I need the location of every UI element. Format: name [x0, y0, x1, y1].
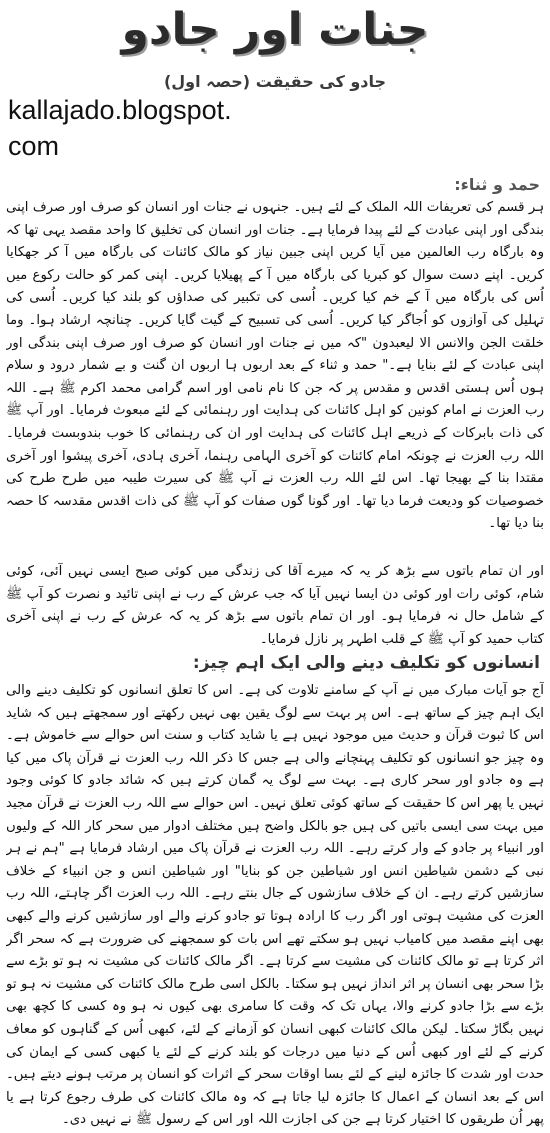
page-subtitle: جادو کی حقیقت (حصہ اول): [163, 72, 387, 91]
paragraph-intro: ہر قسم کی تعریفات اللہ الملک کے لئے ہیں۔ جنہوں نے جنات اور انسان کو صرف اور صرف اپنی بندگی اور اپنی عبادت کے لئے پیدا فرمایا ہے۔ جنات اور انسان کی تخلیق کا واحد مقصد یہی تھا کہ وہ بارگاہ رب العالمین میں آیا کریں اپنی جبین نیاز کو مالک کائنات کی بارگاہ میں آ کر جھکایا کریں۔ اپنے دست سوال کو کبریا کی بارگاہ میں آ کے پھیلایا کریں۔ اپنی کمر کو حالت رکوع میں اُس کی بارگاہ میں آ کے خم کیا کریں۔ اُسی کی تکبیر کی صداؤں کو بلند کیا کریں۔ اُسی کی تہلیل کی آوازوں کو اُجاگر کیا کریں۔ اُسی کی تسبیح کے گیت گایا کریں۔ چنانچہ ارشاد ہوا۔ وما خلقت الجن والانس الا لیعبدون "کہ میں نے جنات اور انسان کو صرف اور صرف اپنی بندگی اور اپنی عبادت کے لئے بنایا ہے۔" حمد و ثناء کے بعد اربوں ہا اربوں ان گنت و بے شمار درود و سلام ہوں اُس ہستی اقدس و مقدس پر کہ جن کا نام نامی اور اسم گرامی محمد اکرم ﷺ ہے۔ اللہ رب العزت نے امام کونین کو اہل کائنات کی ہدایت اور رہنمائی کے لئے مبعوث فرمایا۔ اور آپ ﷺ کی ذات بابرکات کے ذریعے اہل کائنات کی ہدایت اور ان کی رہنمائی کا خوب بندوبست فرمایا۔ اللہ رب العزت نے چونکہ امام کائنات کو آخری الہامی رہنما، آخری ہادی، آخری پیشوا اور آخری مقتدا بنا کے بھیجا تھا۔ اس لئے اللہ رب العزت نے آپ ﷺ کی سیرت طیبہ میں طرح طرح کی خصوصیات کو ودیعت فرما دیا تھا۔ اور گونا گوں صفات کو آپ ﷺ کی ذات اقدس مقدسہ کا حصہ بنا دیا تھا۔: [6, 200, 544, 532]
section-heading-hamd: حمد و ثناء:: [454, 175, 540, 194]
paragraph-third: آج جو آیات مبارک میں نے آپ کے سامنے تلاوت کی ہے۔ اس کا تعلق انسانوں کو تکلیف دینے والی ایک اہم چیز کے ساتھ ہے۔ اس پر بہت سے لوگ یقین بھی نہیں رکھتے اور سمجھتے ہیں کہ شاید اس کا ثبوت قرآن و حدیث میں موجود نہیں ہے یا شاید کتاب و سنت اس حوالے سے خاموش ہے۔ وہ چیز جو انسانوں کو تکلیف پہنچانے والی ہے جس کا ذکر اللہ رب العزت نے قرآن پاک میں کیا ہے وہ جادو اور سحر کاری ہے۔ بہت سے لوگ یہ گمان کرتے ہیں کہ شائد جادو کا کوئی وجود نہیں یا پھر اس کا حقیقت کے ساتھ کوئی تعلق نہیں۔ اس حوالے سے اللہ رب العزت نے قرآن مجید میں بہت سی ایسی باتیں کی ہیں جو بالکل واضح ہیں مختلف ادوار میں سحر کار اللہ کے ولیوں اور انبیاء پر جادو کے وار کرتے رہے۔ اللہ رب العزت نے قرآن پاک میں ارشاد فرمایا ہے "ہم نے ہر نبی کے دشمن شیاطین انس اور شیاطین جن کو بنایا" اور شیاطین انس و جن انبیاء کے خلاف سازشیں کرتے رہے۔ ان کے خلاف سازشوں کے جال بنتے رہے۔ اللہ رب العزت اگر چاہتے، اللہ رب العزت کی مشیت ہوتی اور اگر رب کا ارادہ ہوتا تو جادو کرنے والے اور سازشیں کرنے والے کبھی بھی اپنے مقصد میں کامیاب نہیں ہو سکتے تھے اس بات کو سمجھنے کی ضرورت ہے کہ سحر اگر اثر کرتا ہے تو مالک کائنات کی مشیت سے کرتا ہے۔ اگر مالک کائنات کی مشیت نہ ہو تو بڑے سے بڑا سحر بھی انسان پر اثر انداز نہیں ہو سکتا۔ بالکل اسی طرح مالک کائنات کی مشیت نہ ہو تو بڑے سے بڑا جادو کرنے والا، یہاں تک کہ وقت کا سامری بھی کیوں نہ ہو وہ کسی کا کچھ بھی نہیں بگاڑ سکتا۔ لیکن مالک کائنات کبھی انسان کو آزمانے کے لئے، کبھی اُس کے گناہوں کو معاف کرنے کے لئے اور کبھی اُس کے دنیا میں درجات کو بلند کرنے کے لئے یا کبھی کسی کے ایمان کی حدت اور شدت کا جائزہ لینے کے لئے بسا اوقات سحر کے اثرات کو انسان پر مرتب ہونے دیتے ہیں۔ اس کے بعد انسان کے اعمال کا جائزہ لیا جاتا ہے کہ وہ مالک کائنات کی طرف رجوع کرتا ہے یا پھر اُن طریقوں کا اختیار کرتا ہے جن کی اجازت اللہ اور اس کے رسول ﷺ نے نہیں دی۔: [6, 683, 544, 1128]
blog-watermark: kallajado.blogspot. com: [8, 95, 232, 161]
paragraph-second: اور ان تمام باتوں سے بڑھ کر یہ کہ میرے آقا کی زندگی میں کوئی صبح ایسی نہیں آئی، کوئی شام، کوئی رات اور کوئی دن ایسا نہیں آیا کہ جب عرش کے رب نے اپنی تائید و نصرت کو آپ ﷺ کے شامل حال نہ فرمایا ہو۔ اور ان تمام باتوں سے بڑھ کر یہ کہ عرش کے رب نے اپنی آخری کتاب حمید کو آپ ﷺ کے قلب اطہر پر نازل فرمایا۔: [6, 564, 544, 647]
page-title: جنات اور جادو: [121, 4, 429, 55]
section-heading-insan: انسانوں کو تکلیف دینے والی ایک اہم چیز:: [192, 653, 540, 673]
